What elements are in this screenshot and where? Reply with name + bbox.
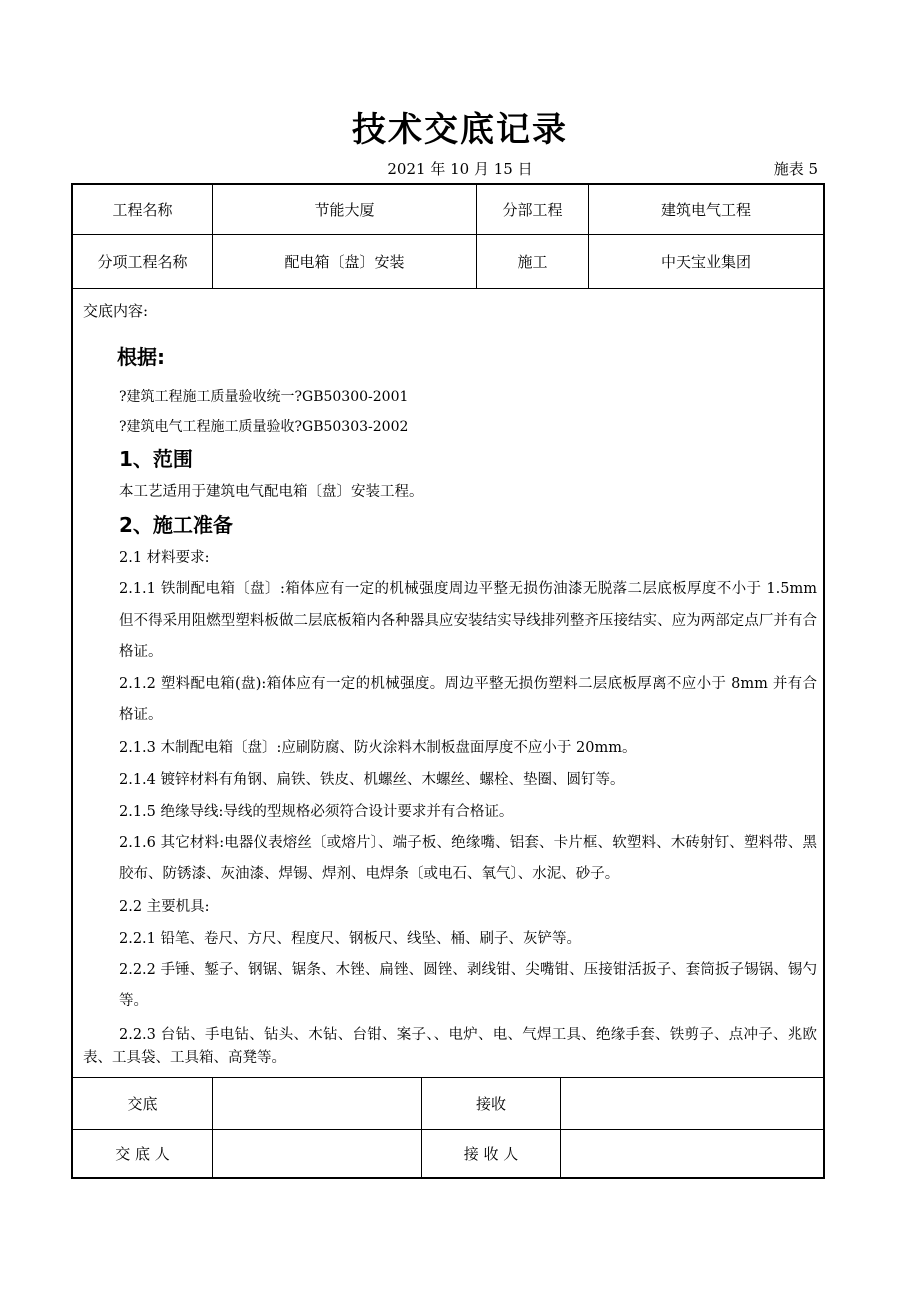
standard-item: ?建筑电气工程施工质量验收?GB50303-2002 <box>119 419 409 435</box>
handover-person-label: 交 底 人 <box>115 1145 170 1163</box>
basis-heading: 根据: <box>117 345 165 369</box>
handover-content <box>83 290 817 1080</box>
subitem-value: 配电箱〔盘〕安装 <box>284 253 405 271</box>
content-label: 交底内容: <box>83 302 149 320</box>
paragraph-2-1-3: 2.1.3 木制配电箱〔盘〕:应刷防腐、防火涂料木制板盘面厚度不应小于 20mm。 <box>119 739 637 756</box>
construction-label: 施工 <box>517 253 548 271</box>
paragraph-2-2: 2.2 主要机具: <box>119 898 210 915</box>
paragraph-2-1-5: 2.1.5 绝缘导线:导线的型规格必须符合设计要求并有合格证。 <box>119 803 514 820</box>
handover-signature-cell <box>213 1078 421 1129</box>
handover-person-cell <box>213 1130 421 1177</box>
receiver-person-cell <box>561 1130 823 1177</box>
standard-item: ?建筑工程施工质量验收统一?GB50300-2001 <box>119 389 409 405</box>
receiver-label: 接 收 人 <box>463 1145 519 1163</box>
project-name-value: 节能大厦 <box>314 201 375 219</box>
record-table <box>71 183 825 1179</box>
paragraph-2-2-1: 2.2.1 铅笔、卷尺、方尺、程度尺、钢板尺、线坠、桶、刷子、灰铲等。 <box>119 930 582 947</box>
form-number: 施表 5 <box>773 160 818 178</box>
handover-label: 交底 <box>127 1095 158 1113</box>
project-name-label: 工程名称 <box>112 201 173 219</box>
scope-text: 本工艺适用于建筑电气配电箱〔盘〕安装工程。 <box>119 484 424 500</box>
document-title: 技术交底记录 <box>352 110 568 150</box>
construction-value: 中天宝业集团 <box>660 253 751 271</box>
document-date: 2021 年 10 月 15 日 <box>387 160 533 178</box>
paragraph-2-1-2: 2.1.2 塑料配电箱(盘):箱体应有一定的机械强度。周边平整无损伤塑料二层底板厚离不应小于 8mm 并有合格证。 <box>119 675 817 723</box>
receive-label: 接收 <box>475 1095 506 1113</box>
division-value: 建筑电气工程 <box>660 201 751 219</box>
subitem-label: 分项工程名称 <box>97 253 188 271</box>
paragraph-2-1-4: 2.1.4 镀锌材料有角钢、扁铁、铁皮、机螺丝、木螺丝、螺栓、垫圈、圆钉等。 <box>119 771 625 788</box>
paragraph-2-1-1: 2.1.1 铁制配电箱〔盘〕:箱体应有一定的机械强度周边平整无损伤油漆无脱落二层底板厚度不小于 1.5mm 但不得采用阻燃型塑料板做二层底板箱内各种器具应安装结实导线排列整齐压接结实、应为两部定点厂并有合格证。 <box>119 581 817 660</box>
row-divider <box>73 288 823 289</box>
receive-signature-cell <box>561 1078 823 1129</box>
division-label: 分部工程 <box>502 201 563 219</box>
paragraph-2-2-2: 2.2.2 手锤、錾子、钢锯、锯条、木锉、扁锉、圆锉、剥线钳、尖嘴钳、压接钳活扳子、套筒扳子锡锅、锡勺等。 <box>119 961 817 1009</box>
paragraph-2-1-6: 2.1.6 其它材料:电器仪表熔丝〔或熔片〕、端子板、绝缘嘴、铝套、卡片框、软塑料、木砖射钉、塑料带、黑胶布、防锈漆、灰油漆、焊锡、焊剂、电焊条〔或电石、氧气〕、水泥、砂子。 <box>119 834 817 882</box>
paragraph-2-1: 2.1 材料要求: <box>119 550 210 566</box>
paragraph-2-2-3: 2.2.3 台钻、手电钻、钻头、木钻、台钳、案子、、电炉、电、气焊工具、绝缘手套、铁剪子、点冲子、兆欧表、工具袋、工具箱、高凳等。 <box>83 1026 817 1066</box>
section-heading-preparation: 2、施工准备 <box>119 513 233 537</box>
section-heading-scope: 1、范围 <box>119 447 193 471</box>
